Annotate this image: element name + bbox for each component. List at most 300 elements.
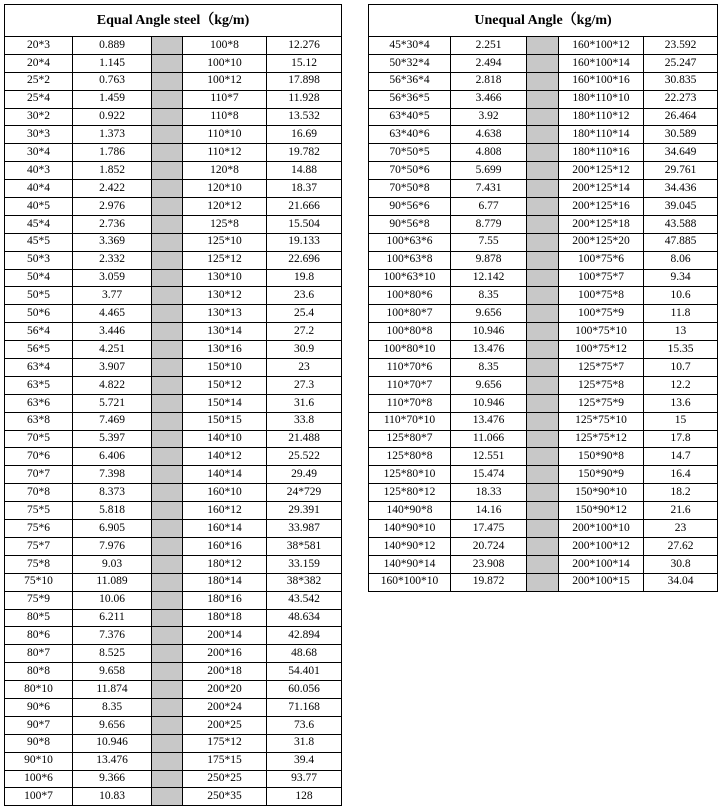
size-cell: 30*4 [5,144,73,162]
size-cell: 110*70*10 [369,412,451,430]
weight-cell: 33.8 [267,412,342,430]
table-row [5,359,342,377]
weight-cell: 6.406 [73,448,152,466]
weight-cell: 29.49 [267,466,342,484]
size-cell: 175*15 [183,752,267,770]
size-cell: 45*5 [5,233,73,251]
size-cell: 180*16 [183,591,267,609]
table-row [5,734,342,752]
size-cell: 90*7 [5,716,73,734]
size-cell: 140*90*12 [369,537,451,555]
size-cell: 100*75*6 [559,251,644,269]
column-separator [527,108,559,126]
weight-cell: 14.7 [644,448,718,466]
column-separator [152,466,183,484]
size-cell: 75*10 [5,573,73,591]
size-cell: 180*12 [183,555,267,573]
size-cell: 110*7 [183,90,267,108]
column-separator [527,72,559,90]
column-separator [152,627,183,645]
column-separator [152,359,183,377]
column-separator [152,788,183,806]
weight-cell: 0.763 [73,72,152,90]
size-cell: 150*90*9 [559,466,644,484]
weight-cell: 73.6 [267,716,342,734]
size-cell: 140*10 [183,430,267,448]
size-cell: 100*63*10 [369,269,451,287]
size-cell: 100*10 [183,54,267,72]
weight-cell: 2.422 [73,180,152,198]
size-cell: 125*80*7 [369,430,451,448]
column-separator [152,180,183,198]
weight-cell: 7.976 [73,537,152,555]
size-cell: 180*14 [183,573,267,591]
size-cell: 63*4 [5,359,73,377]
weight-cell: 71.168 [267,698,342,716]
size-cell: 200*16 [183,645,267,663]
weight-cell: 21.666 [267,198,342,216]
size-cell: 75*9 [5,591,73,609]
size-cell: 40*5 [5,198,73,216]
size-cell: 150*15 [183,412,267,430]
weight-cell: 9.656 [451,376,527,394]
weight-cell: 3.446 [73,323,152,341]
column-separator [152,376,183,394]
weight-cell: 18.33 [451,484,527,502]
size-cell: 140*14 [183,466,267,484]
weight-cell: 1.145 [73,54,152,72]
weight-cell: 10.946 [451,394,527,412]
size-cell: 70*50*8 [369,180,451,198]
column-separator [152,108,183,126]
size-cell: 100*80*10 [369,341,451,359]
column-separator [152,520,183,538]
weight-cell: 26.464 [644,108,718,126]
table-row [369,126,718,144]
table-row [369,72,718,90]
unequal-angle-title: Unequal Angle（kg/m) [369,5,718,37]
size-cell: 100*75*12 [559,341,644,359]
weight-cell: 25.522 [267,448,342,466]
table-row [5,180,342,198]
size-cell: 100*63*8 [369,251,451,269]
table-row [369,484,718,502]
table-row [369,287,718,305]
size-cell: 40*4 [5,180,73,198]
column-separator [527,573,559,591]
size-cell: 100*75*10 [559,323,644,341]
table-row [5,376,342,394]
size-cell: 100*8 [183,37,267,55]
weight-cell: 54.401 [267,663,342,681]
weight-cell: 30.835 [644,72,718,90]
weight-cell: 30.8 [644,555,718,573]
weight-cell: 11.066 [451,430,527,448]
weight-cell: 22.696 [267,251,342,269]
size-cell: 50*4 [5,269,73,287]
weight-cell: 11.874 [73,681,152,699]
table-row [5,341,342,359]
size-cell: 120*10 [183,180,267,198]
table-row [369,305,718,323]
size-cell: 56*4 [5,323,73,341]
table-row [369,144,718,162]
weight-cell: 8.373 [73,484,152,502]
table-row [5,72,342,90]
table-row [369,233,718,251]
size-cell: 100*6 [5,770,73,788]
table-row [5,645,342,663]
weight-cell: 3.466 [451,90,527,108]
size-cell: 125*80*10 [369,466,451,484]
size-cell: 200*25 [183,716,267,734]
table-row [5,430,342,448]
column-separator [152,681,183,699]
weight-cell: 33.159 [267,555,342,573]
size-cell: 100*7 [5,788,73,806]
column-separator [152,573,183,591]
column-separator [152,54,183,72]
size-cell: 125*75*10 [559,412,644,430]
column-separator [527,537,559,555]
column-separator [527,430,559,448]
table-row [369,502,718,520]
weight-cell: 29.391 [267,502,342,520]
weight-cell: 19.782 [267,144,342,162]
size-cell: 63*40*6 [369,126,451,144]
size-cell: 63*6 [5,394,73,412]
weight-cell: 27.3 [267,376,342,394]
size-cell: 110*70*6 [369,359,451,377]
size-cell: 120*12 [183,198,267,216]
column-separator [152,233,183,251]
size-cell: 160*12 [183,502,267,520]
weight-cell: 13.476 [451,341,527,359]
size-cell: 125*75*9 [559,394,644,412]
weight-cell: 9.878 [451,251,527,269]
table-row [5,484,342,502]
size-cell: 110*8 [183,108,267,126]
weight-cell: 8.06 [644,251,718,269]
size-cell: 160*10 [183,484,267,502]
weight-cell: 128 [267,788,342,806]
weight-cell: 10.946 [451,323,527,341]
size-cell: 175*12 [183,734,267,752]
weight-cell: 18.2 [644,484,718,502]
weight-cell: 34.649 [644,144,718,162]
column-separator [527,323,559,341]
column-separator [527,376,559,394]
weight-cell: 27.62 [644,537,718,555]
size-cell: 70*50*5 [369,144,451,162]
size-cell: 90*8 [5,734,73,752]
size-cell: 56*36*4 [369,72,451,90]
table-row [369,520,718,538]
weight-cell: 2.736 [73,215,152,233]
size-cell: 200*100*15 [559,573,644,591]
weight-cell: 2.332 [73,251,152,269]
size-cell: 70*5 [5,430,73,448]
weight-cell: 18.37 [267,180,342,198]
weight-cell: 93.77 [267,770,342,788]
weight-cell: 25.4 [267,305,342,323]
size-cell: 160*100*12 [559,37,644,55]
weight-cell: 10.83 [73,788,152,806]
size-cell: 125*10 [183,233,267,251]
size-cell: 100*75*8 [559,287,644,305]
column-separator [152,698,183,716]
size-cell: 180*110*10 [559,90,644,108]
column-separator [152,144,183,162]
size-cell: 150*14 [183,394,267,412]
column-separator [152,72,183,90]
table-row [5,251,342,269]
size-cell: 180*18 [183,609,267,627]
table-row [5,287,342,305]
column-separator [527,287,559,305]
table-row [5,448,342,466]
size-cell: 70*7 [5,466,73,484]
column-separator [152,502,183,520]
size-cell: 130*12 [183,287,267,305]
weight-cell: 9.656 [451,305,527,323]
size-cell: 56*5 [5,341,73,359]
size-cell: 160*16 [183,537,267,555]
weight-cell: 21.6 [644,502,718,520]
weight-cell: 23.6 [267,287,342,305]
weight-cell: 4.251 [73,341,152,359]
weight-cell: 22.273 [644,90,718,108]
weight-cell: 13.476 [451,412,527,430]
table-row [5,502,342,520]
size-cell: 90*56*6 [369,198,451,216]
size-cell: 80*8 [5,663,73,681]
table-row [5,573,342,591]
weight-cell: 39.4 [267,752,342,770]
column-separator [152,430,183,448]
size-cell: 100*80*6 [369,287,451,305]
weight-cell: 20.724 [451,537,527,555]
table-row [5,627,342,645]
weight-cell: 30.9 [267,341,342,359]
weight-cell: 12.276 [267,37,342,55]
table-row [369,466,718,484]
column-separator [527,180,559,198]
weight-cell: 5.818 [73,502,152,520]
weight-cell: 19.8 [267,269,342,287]
size-cell: 80*6 [5,627,73,645]
size-cell: 130*13 [183,305,267,323]
size-cell: 70*8 [5,484,73,502]
weight-cell: 23.592 [644,37,718,55]
table-row [369,269,718,287]
size-cell: 30*2 [5,108,73,126]
size-cell: 110*70*8 [369,394,451,412]
weight-cell: 13.476 [73,752,152,770]
weight-cell: 3.92 [451,108,527,126]
weight-cell: 31.8 [267,734,342,752]
table-row [5,323,342,341]
table-row [369,323,718,341]
size-cell: 70*6 [5,448,73,466]
size-cell: 90*6 [5,698,73,716]
size-cell: 200*100*10 [559,520,644,538]
column-separator [527,359,559,377]
weight-cell: 30.589 [644,126,718,144]
column-separator [527,484,559,502]
column-separator [527,198,559,216]
table-row [369,573,718,591]
size-cell: 200*125*14 [559,180,644,198]
weight-cell: 11.8 [644,305,718,323]
weight-cell: 0.889 [73,37,152,55]
column-separator [527,520,559,538]
size-cell: 180*110*14 [559,126,644,144]
size-cell: 75*7 [5,537,73,555]
size-cell: 150*90*12 [559,502,644,520]
size-cell: 110*70*7 [369,376,451,394]
size-cell: 50*5 [5,287,73,305]
table-row [5,144,342,162]
size-cell: 20*4 [5,54,73,72]
weight-cell: 4.638 [451,126,527,144]
table-row [5,394,342,412]
table-row [5,162,342,180]
weight-cell: 48.634 [267,609,342,627]
size-cell: 130*16 [183,341,267,359]
column-separator [152,734,183,752]
column-separator [527,466,559,484]
weight-cell: 3.369 [73,233,152,251]
weight-cell: 27.2 [267,323,342,341]
table-row [369,215,718,233]
column-separator [527,37,559,55]
column-separator [152,269,183,287]
weight-cell: 6.77 [451,198,527,216]
weight-cell: 6.905 [73,520,152,538]
size-cell: 160*100*14 [559,54,644,72]
size-cell: 140*90*8 [369,502,451,520]
size-cell: 100*63*6 [369,233,451,251]
weight-cell: 16.69 [267,126,342,144]
column-separator [527,412,559,430]
weight-cell: 12.551 [451,448,527,466]
weight-cell: 21.488 [267,430,342,448]
weight-cell: 0.922 [73,108,152,126]
size-cell: 200*18 [183,663,267,681]
weight-cell: 8.779 [451,215,527,233]
weight-cell: 7.55 [451,233,527,251]
weight-cell: 48.68 [267,645,342,663]
table-row [369,341,718,359]
table-row [369,412,718,430]
size-cell: 150*10 [183,359,267,377]
size-cell: 30*3 [5,126,73,144]
column-separator [152,198,183,216]
size-cell: 125*80*12 [369,484,451,502]
table-row [5,555,342,573]
weight-cell: 5.699 [451,162,527,180]
size-cell: 40*3 [5,162,73,180]
column-separator [152,37,183,55]
weight-cell: 7.431 [451,180,527,198]
table-row [5,37,342,55]
size-cell: 63*8 [5,412,73,430]
column-separator [527,90,559,108]
size-cell: 75*5 [5,502,73,520]
weight-cell: 9.656 [73,716,152,734]
size-cell: 100*12 [183,72,267,90]
size-cell: 160*100*10 [369,573,451,591]
weight-cell: 7.398 [73,466,152,484]
size-cell: 200*125*12 [559,162,644,180]
size-cell: 130*14 [183,323,267,341]
column-separator [152,716,183,734]
column-separator [152,341,183,359]
weight-cell: 17.475 [451,520,527,538]
size-cell: 200*125*16 [559,198,644,216]
table-row [369,180,718,198]
weight-cell: 2.818 [451,72,527,90]
size-cell: 50*32*4 [369,54,451,72]
weight-cell: 10.946 [73,734,152,752]
size-cell: 45*30*4 [369,37,451,55]
size-cell: 110*10 [183,126,267,144]
table-row [5,752,342,770]
column-separator [152,412,183,430]
table-row [369,54,718,72]
size-cell: 180*110*12 [559,108,644,126]
size-cell: 250*35 [183,788,267,806]
weight-cell: 15.504 [267,215,342,233]
size-cell: 90*10 [5,752,73,770]
weight-cell: 5.721 [73,394,152,412]
table-row [5,591,342,609]
weight-cell: 7.469 [73,412,152,430]
size-cell: 200*100*14 [559,555,644,573]
weight-cell: 15.35 [644,341,718,359]
weight-cell: 9.366 [73,770,152,788]
weight-cell: 4.822 [73,376,152,394]
weight-cell: 24*729 [267,484,342,502]
weight-cell: 8.35 [451,359,527,377]
table-row [369,376,718,394]
weight-cell: 10.7 [644,359,718,377]
size-cell: 250*25 [183,770,267,788]
size-cell: 150*90*10 [559,484,644,502]
column-separator [527,215,559,233]
table-row [5,108,342,126]
table-row [369,537,718,555]
weight-cell: 23 [644,520,718,538]
table-row [369,430,718,448]
column-separator [527,448,559,466]
table-row [5,269,342,287]
size-cell: 180*110*16 [559,144,644,162]
column-separator [152,555,183,573]
weight-cell: 3.907 [73,359,152,377]
table-row [5,698,342,716]
weight-cell: 42.894 [267,627,342,645]
column-separator [152,251,183,269]
weight-cell: 38*382 [267,573,342,591]
table-row [369,394,718,412]
table-row [5,233,342,251]
weight-cell: 8.35 [73,698,152,716]
weight-cell: 5.397 [73,430,152,448]
size-cell: 125*80*8 [369,448,451,466]
size-cell: 80*10 [5,681,73,699]
